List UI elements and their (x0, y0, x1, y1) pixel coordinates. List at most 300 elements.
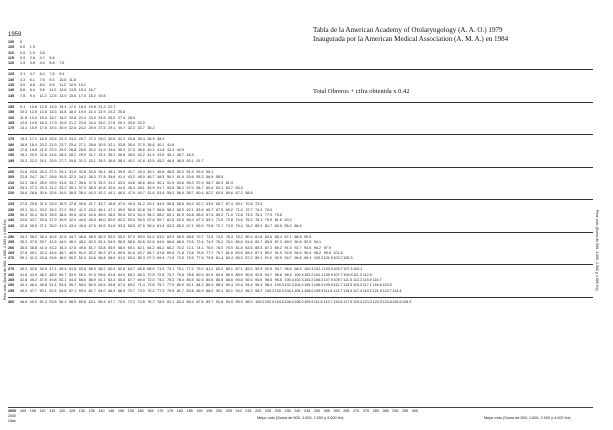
table-cell: 6.6 (20, 88, 26, 93)
table-cell: 56.6 (157, 207, 165, 212)
table-cell: 19.1 (20, 153, 28, 158)
table-cell: 26.6 (20, 191, 28, 196)
table-cell: 72.2 (127, 299, 135, 304)
table-cell: 119.2 (362, 288, 372, 293)
axis-cell: 160 (137, 409, 144, 413)
axis-cell: 125 (68, 409, 76, 413)
table-cell: 74.5 (137, 299, 145, 304)
row-lead-value: 200 (8, 169, 15, 174)
table-cell: 13.8 (68, 88, 77, 93)
table-cell: 101.6 (333, 250, 343, 255)
table-cell: 29.8 (29, 202, 37, 207)
table-cell: 34.2 (78, 175, 86, 180)
table-cell: 69.1 (235, 202, 243, 207)
table-cell: 71.0 (235, 207, 243, 212)
axis-cell: 255 (323, 409, 330, 413)
row-lead-value: 175 (8, 137, 15, 142)
table-cell: 43.0 (117, 180, 126, 185)
table-cell: 27.3 (88, 137, 96, 142)
table-cell: 35.1 (68, 185, 77, 190)
table-cell: 45.4 (78, 223, 86, 228)
table-cell: 52.4 (98, 240, 106, 245)
table-cell: 46.0 (88, 218, 96, 223)
table-cell: 30.6 (108, 137, 116, 142)
table-cell: 9.4 (59, 72, 65, 77)
table-cell: 32.4 (29, 213, 37, 218)
axis-cell: 190 (196, 409, 203, 413)
table-cell: 83.2 (215, 267, 224, 272)
table-cell: 50.1 (186, 158, 194, 163)
table-cell: 38.6 (147, 142, 155, 147)
table-cell: 1.9 (20, 61, 26, 66)
axis-cell: 275 (362, 409, 370, 413)
table-cell: 88.3 (215, 283, 224, 288)
table-cell: 0.9 (20, 55, 26, 60)
table-cell: 15.3 (20, 137, 28, 142)
axis-cell: 220 (255, 409, 262, 413)
table-cell: 48.9 (68, 250, 77, 255)
table-cell: 41.3 (29, 256, 37, 261)
table-cell: 74.7 (166, 272, 175, 277)
table-cell: 69.0 (196, 223, 204, 228)
table-cell: 34.6 (88, 169, 96, 174)
table-cell: 17.9 (49, 120, 57, 125)
row-lead-value: 120 (8, 61, 15, 66)
table-cell: 54.6 (88, 256, 96, 261)
table-cell: 16.7 (49, 115, 57, 120)
table-cell: 85.3 (235, 256, 243, 261)
table-cell: 102.3 (284, 283, 294, 288)
table-cell: 25.4 (68, 142, 77, 147)
table-cell: 62.5 (117, 267, 126, 272)
table-cell: 44.9 (176, 148, 184, 153)
table-cell: 59.0 (137, 234, 145, 239)
axis-cell: 100 (20, 409, 27, 413)
row-cells (20, 126, 157, 131)
table-cell: 81.7 (264, 223, 273, 228)
table-cell: 58.5 (215, 175, 224, 180)
table-cell: 50.5 (117, 213, 126, 218)
table-cell: 48.0 (59, 256, 67, 261)
table-cell: 80.5 (186, 277, 194, 282)
table-cell: 43.2 (127, 175, 135, 180)
table-cell: 67.4 (225, 202, 233, 207)
table-cell: 30.6 (39, 191, 47, 196)
table-cell: 46.9 (166, 158, 175, 163)
table-cell: 80.0 (255, 223, 263, 228)
table-cell: 24.1 (39, 158, 47, 163)
table-cell: 46.4 (29, 283, 37, 288)
table-cell: 65.5 (117, 277, 126, 282)
table-cell: 32.2 (127, 126, 135, 131)
row-cells (20, 94, 108, 99)
table-cell: 33.7 (29, 218, 37, 223)
table-cell: 29.1 (59, 169, 67, 174)
table-cell: 104.2 (304, 277, 314, 282)
table-cell: 64.0 (117, 272, 126, 277)
axis-cell: 200 (215, 409, 223, 413)
table-cell: 39.9 (117, 169, 126, 174)
table-cell: 52.4 (49, 288, 57, 293)
table-cell: 61.1 (98, 277, 106, 282)
table-cell: 23.7 (59, 142, 67, 147)
table-cell: 98.2 (313, 250, 322, 255)
table-cell: 28.9 (127, 115, 135, 120)
table-cell: 45.2 (157, 158, 165, 163)
table-cell: 100.2 (313, 256, 324, 261)
table-cell: 17.8 (20, 148, 28, 153)
table-cell: 94.5 (304, 245, 312, 250)
table-cell: 100.4 (284, 277, 294, 282)
table-cell: 22.6 (68, 126, 77, 131)
table-cell: 15.3 (49, 110, 57, 115)
table-cell: 67.2 (235, 191, 243, 196)
table-cell: 33.9 (49, 202, 57, 207)
axis-cell: 165 (147, 409, 154, 413)
table-cell: 16.8 (59, 110, 67, 115)
table-cell: 67.7 (127, 277, 135, 282)
axis-lead: 2000 (8, 409, 17, 413)
table-cell: 70.8 (206, 223, 214, 228)
table-cell: 59.6 (98, 272, 106, 277)
table-cell: 42.0 (68, 218, 77, 223)
axis-cell: 135 (88, 409, 95, 413)
table-cell: 96.6 (284, 267, 292, 272)
side-caption-left: Peor oído (Suma de 500, 1.000, 2.000 y 4.000 Hz) (3, 219, 7, 300)
table-cell: 10.8 (29, 104, 37, 109)
table-cell: 62.1 (186, 207, 194, 212)
table-cell: 101.9 (323, 256, 333, 261)
table-cell: 44.0 (78, 218, 86, 223)
table-cell: 45.0 (137, 175, 145, 180)
table-cell: 58.6 (127, 240, 135, 245)
table-cell: 38.8 (29, 245, 37, 250)
table-cell: 54.9 (157, 202, 165, 207)
table-cell: 4.7 (29, 72, 35, 77)
table-cell: 39.8 (78, 202, 86, 207)
table-cell: 44.0 (59, 240, 67, 245)
table-cell: 62.6 (147, 240, 155, 245)
table-cell: 92.9 (274, 256, 282, 261)
table-cell: 41.8 (49, 240, 57, 245)
table-cell: 119.4 (353, 299, 363, 304)
table-row (8, 300, 593, 305)
table-cell: 40.1 (157, 142, 165, 147)
table-cell: 62.1 (137, 245, 145, 250)
table-cell: 39.2 (68, 207, 77, 212)
table-cell: 41.6 (166, 142, 175, 147)
table-cell: 76.0 (264, 207, 273, 212)
axis-cell: 240 (294, 409, 301, 413)
table-cell: 71.4 (137, 283, 145, 288)
table-cell: 27.1 (78, 142, 86, 147)
table-cell: 17.0 (68, 104, 77, 109)
axis-cell: 185 (186, 409, 193, 413)
table-cell: 115.3 (353, 283, 363, 288)
table-cell: 61.7 (88, 288, 96, 293)
table-cell: 56.5 (117, 240, 126, 245)
table-cell: 121.2 (362, 299, 373, 304)
table-cell: 81.1 (166, 299, 175, 304)
table-cell: 34.9 (98, 158, 106, 163)
table-cell: 50.2 (176, 169, 184, 174)
table-cell: 81.6 (274, 218, 282, 223)
table-cell: 100.3 (274, 283, 284, 288)
table-cell: 98.0 (245, 299, 253, 304)
table-cell: 33.8 (127, 137, 135, 142)
table-cell: 48.9 (88, 234, 96, 239)
table-cell: 12.5 (39, 104, 47, 109)
year-label: 1959 (8, 32, 22, 38)
table-cell: 96.2 (313, 245, 322, 250)
table-cell: 65.7 (147, 250, 155, 255)
table-cell: 76.4 (235, 223, 243, 228)
row-group (8, 102, 593, 131)
table-cell: 34.5 (59, 191, 67, 196)
table-cell: 57.0 (186, 185, 194, 190)
table-cell: 107.9 (323, 277, 333, 282)
axis-cell: 295 (402, 409, 409, 413)
table-cell: 72.4 (255, 202, 263, 207)
row-lead-value: 260 (8, 245, 15, 250)
table-cell: 48.0 (98, 218, 106, 223)
table-cell: 46.7 (147, 175, 155, 180)
formula-text: Total Obreros + cifra obtenida x 0.42 (313, 88, 410, 95)
table-cell: 36.6 (108, 158, 116, 163)
table-cell: 15.4 (78, 88, 86, 93)
table-cell: 96.6 (294, 256, 302, 261)
table-cell: 83.5 (274, 223, 282, 228)
table-cell: 102.2 (274, 288, 284, 293)
table-cell: 21.6 (20, 169, 28, 174)
table-cell: 43.9 (29, 272, 37, 277)
table-cell: 57.0 (196, 180, 204, 185)
table-cell: 43.2 (49, 245, 57, 250)
table-row (8, 61, 593, 66)
row-lead-value: 100 (8, 40, 15, 44)
table-cell: 74.5 (225, 223, 233, 228)
table-cell: 17.1 (29, 137, 37, 142)
table-cell: 54.8 (59, 288, 67, 293)
table-cell: 51.4 (39, 299, 47, 304)
axis-cell: 235 (284, 409, 291, 413)
table-cell: 113.5 (343, 283, 353, 288)
table-cell: 44.7 (68, 234, 77, 239)
table-cell: 14.1 (78, 83, 86, 88)
table-cell: 109.5 (343, 272, 353, 277)
table-cell: 103.7 (333, 256, 343, 261)
table-cell: 36.5 (68, 191, 77, 196)
table-cell: 41.9 (147, 153, 155, 158)
table-cell: 9.3 (49, 77, 55, 82)
table-cell: 89.7 (206, 299, 214, 304)
table-cell: 43.7 (98, 202, 106, 207)
table-cell: 58.9 (88, 277, 96, 282)
table-cell: 37.0 (137, 142, 145, 147)
table-cell: 53.1 (147, 202, 155, 207)
table-cell: 65.7 (215, 202, 224, 207)
table-cell: 18.2 (88, 93, 96, 98)
table-cell: 85.2 (284, 223, 292, 228)
row-lead-value: 135 (8, 83, 15, 88)
table-cell: 19.8 (98, 93, 106, 98)
row-lead-value: 125 (8, 72, 15, 77)
table-cell: 46.8 (78, 234, 86, 239)
table-cell: 13.9 (49, 104, 57, 109)
table-cell: 74.2 (157, 277, 165, 282)
table-cell: 46.3 (127, 185, 135, 190)
row-cells (20, 256, 353, 261)
table-cell: 122.7 (382, 288, 392, 293)
table-cell: 79.9 (225, 245, 233, 250)
table-cell: 91.0 (264, 256, 273, 261)
table-cell: 38.6 (137, 148, 145, 153)
table-cell: 40.2 (147, 148, 155, 153)
table-cell: 60.3 (88, 283, 96, 288)
table-cell: 56.8 (98, 256, 106, 261)
axis-cell: 250 (313, 409, 321, 413)
table-cell: 76.8 (176, 272, 184, 277)
table-cell: 106.0 (313, 277, 324, 282)
table-cell: 84.2 (196, 283, 204, 288)
table-cell: 81.7 (176, 288, 184, 293)
table-cell: 48.3 (186, 153, 194, 158)
table-cell: 20.3 (20, 158, 28, 163)
table-cell: 22.8 (20, 175, 28, 180)
row-lead-value: 235 (8, 213, 15, 218)
table-cell: 77.7 (206, 250, 214, 255)
table-cell: 65.7 (206, 207, 214, 212)
table-cell: 16.7 (88, 88, 96, 93)
table-cell: 89.2 (274, 245, 282, 250)
table-cell: 17.6 (39, 126, 47, 131)
axis-cell: 140 (98, 409, 105, 413)
table-cell: 28.2 (68, 153, 77, 158)
table-cell: 60.1 (166, 213, 175, 218)
table-cell: 58.7 (186, 191, 194, 196)
table-cell: 63.5 (176, 218, 184, 223)
table-cell: 15.9 (29, 126, 37, 131)
axis-cell: 145 (108, 409, 115, 413)
table-cell: 85.5 (264, 240, 273, 245)
table-cell: 69.1 (206, 218, 214, 223)
table-cell: 48.8 (39, 283, 47, 288)
table-cell: 72.8 (235, 213, 243, 218)
table-cell: 28.6 (49, 175, 57, 180)
row-cells (20, 61, 69, 66)
axis-cell: 230 (274, 409, 281, 413)
table-cell: 75.1 (176, 267, 184, 272)
table-cell: 57.8 (147, 218, 155, 223)
table-cell: 68.2 (166, 245, 175, 250)
row-lead-value: 300 (8, 299, 15, 304)
table-cell: 18.4 (68, 110, 77, 115)
table-cell: 23.5 (29, 169, 37, 174)
table-cell: 41.6 (20, 272, 28, 277)
table-cell: 30.3 (20, 213, 28, 218)
table-cell: 58.6 (176, 202, 184, 207)
table-cell: 66.9 (176, 234, 184, 239)
table-cell: 65.3 (235, 185, 243, 190)
table-cell: 80.0 (176, 283, 184, 288)
table-cell: 58.7 (206, 180, 214, 185)
table-cell: 36.8 (117, 153, 126, 158)
table-cell: 9.4 (29, 93, 35, 98)
table-cell: 21.4 (88, 110, 96, 115)
table-cell: 47.5 (39, 277, 47, 282)
table-cell: 37.1 (39, 223, 47, 228)
table-cell: 27.8 (20, 202, 28, 207)
table-cell: 26.0 (29, 180, 37, 185)
table-cell: 53.9 (127, 218, 135, 223)
table-cell: 22.7 (108, 104, 116, 109)
table-cell: 25.7 (78, 137, 86, 142)
row-lead-value: 150 (8, 104, 15, 109)
table-cell: 33.2 (59, 185, 67, 190)
table-cell: 96.2 (245, 288, 253, 293)
table-cell: 77.9 (166, 283, 175, 288)
table-cell: 39.9 (59, 218, 67, 223)
axis-cell: 270 (353, 409, 360, 413)
table-cell: 44.9 (39, 267, 47, 272)
table-cell: 74.6 (235, 218, 243, 223)
table-cell: 43.6 (39, 256, 47, 261)
table-cell: 37.8 (98, 175, 106, 180)
table-cell: 72.1 (186, 245, 194, 250)
table-cell: 46.8 (157, 169, 165, 174)
table-cell: 71.0 (215, 218, 224, 223)
table-cell: 41.4 (117, 175, 126, 180)
table-cell: 85.1 (225, 267, 233, 272)
row-group (8, 69, 593, 98)
table-cell: 45.1 (98, 207, 106, 212)
table-cell: 33.1 (88, 158, 96, 163)
table-cell: 27.7 (59, 158, 67, 163)
table-cell: 95.9 (235, 299, 243, 304)
table-cell: 26.0 (98, 120, 106, 125)
table-cell: 39.1 (20, 256, 28, 261)
table-cell: 38.9 (88, 185, 96, 190)
table-cell: 90.4 (225, 283, 233, 288)
row-lead-value: 130 (8, 77, 15, 82)
axis-cell: 120 (59, 409, 66, 413)
table-cell: 115.0 (362, 277, 372, 282)
table-cell: 89.2 (264, 250, 273, 255)
table-cell: 32.6 (49, 191, 57, 196)
table-cell: 63.8 (186, 213, 194, 218)
table-cell: 28.6 (29, 191, 37, 196)
table-cell: 72.8 (225, 218, 233, 223)
table-cell: 15.6 (68, 93, 77, 98)
table-cell: 24.6 (49, 153, 57, 158)
table-cell: 47.9 (127, 191, 135, 196)
table-cell: 44.1 (108, 191, 116, 196)
table-cell: 51.1 (49, 283, 57, 288)
table-cell: 10.8 (59, 77, 67, 82)
table-cell: 102.2 (304, 272, 314, 277)
table-cell: 115.6 (333, 299, 343, 304)
table-cell: 106.1 (304, 283, 314, 288)
table-cell: 19.8 (68, 115, 77, 120)
table-cell: 31.2 (49, 185, 57, 190)
table-cell: 78.2 (245, 223, 253, 228)
table-cell: 105.3 (343, 256, 353, 261)
table-cell: 89.0 (245, 267, 253, 272)
table-cell: 49.0 (29, 299, 37, 304)
table-cell: 41.8 (137, 158, 145, 163)
table-cell: 36.2 (29, 234, 37, 239)
table-cell: 100.0 (255, 299, 265, 304)
